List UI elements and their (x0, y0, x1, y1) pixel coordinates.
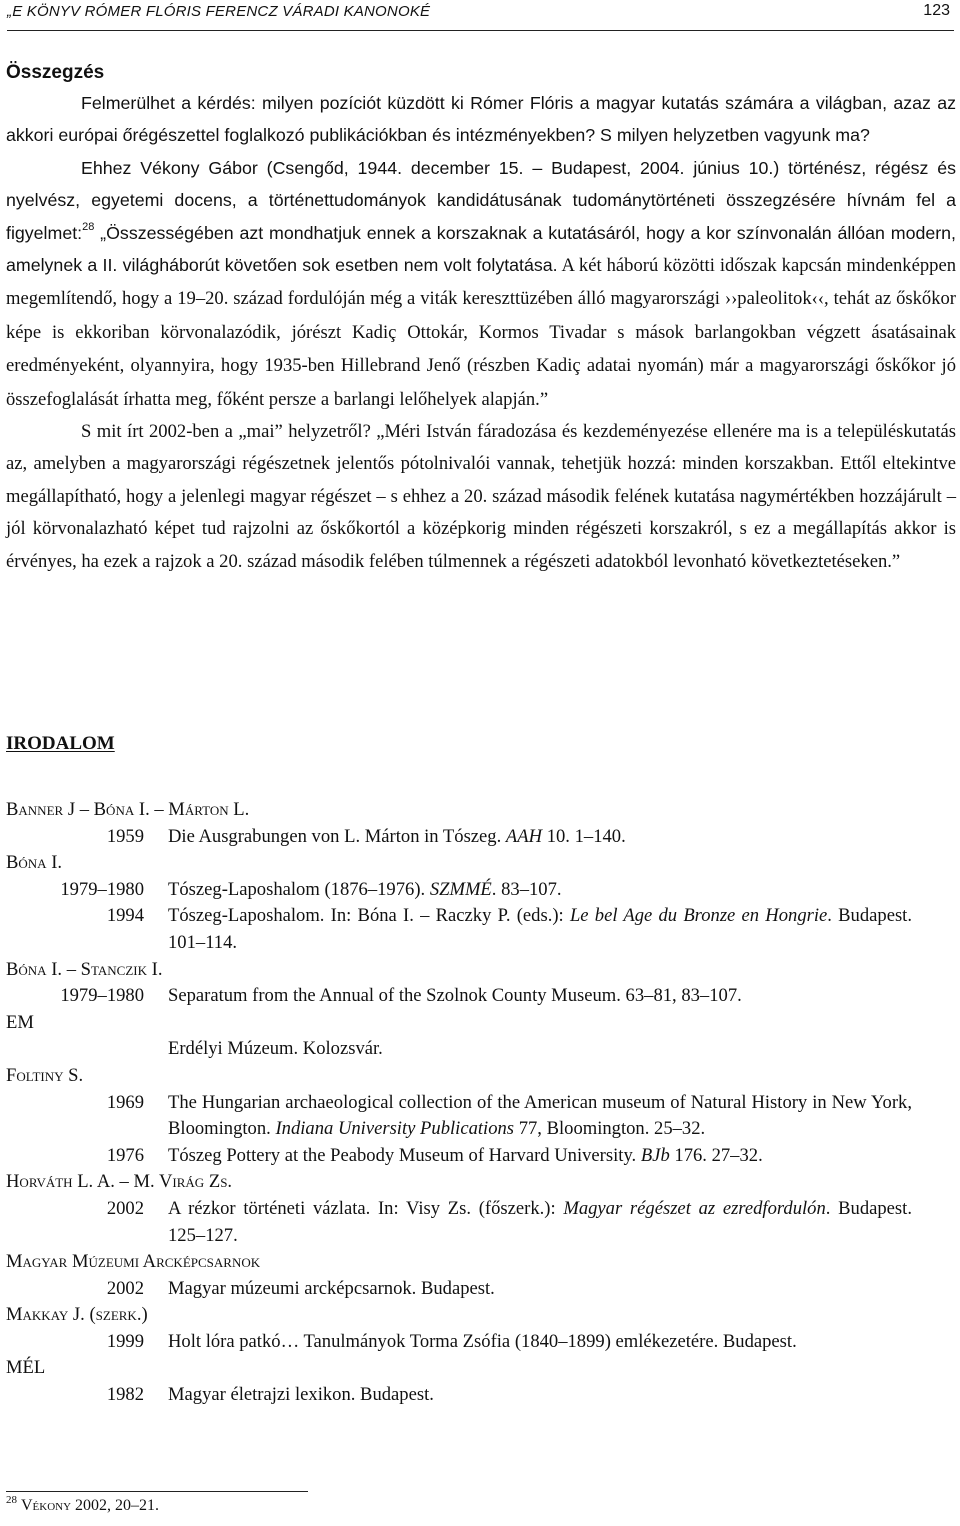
entry-citation: A rézkor történeti vázlata. In: Visy Zs. (főszerk.): (168, 1197, 564, 1219)
entry-source-title: BJb (640, 1144, 670, 1166)
bibliography-entry (6, 824, 912, 851)
entry-citation: Magyar múzeumi arcképcsarnok. Budapest. (168, 1277, 495, 1299)
entry-pages: . Budapest. 125–127. (168, 1197, 912, 1246)
entry-text (168, 1382, 912, 1409)
footnote (6, 1494, 160, 1515)
entry-text (168, 877, 912, 904)
bibliography-author: MÉL (6, 1357, 46, 1379)
entry-year: 2002 (106, 1277, 144, 1299)
bibliography-author: Foltiny S. (6, 1064, 84, 1086)
bibliography-author: Horváth L. A. – M. Virág Zs. (6, 1171, 233, 1193)
bibliography-entry (6, 1382, 912, 1409)
bibliography-entry (6, 1276, 912, 1303)
bibliography-author: Banner J – Bóna I. – Márton L. (6, 799, 250, 820)
entry-source-title: Indiana University Publications (275, 1118, 515, 1140)
footnote-text: Vékony 2002, 20–21. (21, 1497, 160, 1514)
bibliography-author: Makkay J. (szerk.) (6, 1304, 148, 1326)
entry-citation: Tószeg-Laposhalom (1876–1976). (168, 878, 430, 900)
entry-year: 2002 (106, 1197, 144, 1219)
entry-text (168, 1143, 912, 1170)
entry-text (168, 1090, 912, 1143)
bibliography-entry (6, 1090, 912, 1143)
footnote-number: 28 (6, 1494, 17, 1506)
bibliography-entry (6, 983, 912, 1010)
entry-text (168, 1276, 912, 1303)
entry-text (168, 1196, 912, 1249)
entry-text (168, 824, 912, 851)
entry-year: 1979–1980 (60, 878, 144, 900)
paragraph-2 (6, 152, 956, 416)
bibliography-entry (6, 1329, 912, 1356)
entry-text (168, 1329, 912, 1356)
paragraph-2-intro: Ehhez Vékony Gábor (Csengőd, 1944. december 15. – Budapest, 2004. június 10.) történész, régész és nyelvész, egyetemi docens, a történettudományok kandidátusának tudománytörténeti összegzésére hívnám fel a figyelmet: (6, 157, 956, 243)
footnote-divider (6, 1491, 308, 1492)
running-title: „E KÖNYV RÓMER FLÓRIS FERENCZ VÁRADI KANONOKÉ (7, 3, 431, 20)
entry-pages: 176. 27–32. (669, 1144, 763, 1166)
entry-citation: Die Ausgrabungen von L. Márton in Tószeg. (168, 825, 506, 847)
section-title: Összegzés (6, 62, 105, 83)
entry-source-title: Magyar régészet az ezredfordulón (563, 1197, 826, 1219)
entry-text (168, 903, 912, 956)
entry-pages: 10. 1–140. (542, 825, 626, 847)
entry-source-title: Le bel Age du Bronze en Hongrie (569, 905, 828, 927)
bibliography-heading: IRODALOM (6, 733, 115, 754)
entry-citation: Magyar életrajzi lexikon. Budapest. (168, 1384, 434, 1406)
entry-citation: Holt lóra patkó… Tanulmányok Torma Zsófia (1840–1899) emlékezetére. Budapest. (168, 1330, 797, 1352)
bibliography-entry (6, 903, 912, 956)
entry-citation: The Hungarian archaeological collection of the American museum of Natural History in New York, Bloomington. (168, 1091, 912, 1140)
main-text (6, 87, 956, 578)
entry-citation: Tószeg Pottery at the Peabody Museum of Harvard University. (168, 1144, 641, 1166)
paragraph-3: S mit írt 2002-ben a „mai” helyzetről? „Méri István fáradozása és kezdeményezése ellenére ma is a településkutatás az, amelyben a magyarországi régészetnek jelentős pótolnivalói vannak, tehetjük hozzá: minden korszakban. Ettől eltekintve megállapítható, hogy a jelenlegi magyar régészet – s ehhez a 20. század második felének kutatása nagymértékben hozzájárult – jól körvonalazható képet tud rajzolni az őskőkortól a középkorig minden régészeti korszakról, s ez a megállapítás akkor is érvényes, ha ezek a rajzok a 20. század második felében túlmennek a régészeti adatokból levonható következtetéseken.” (6, 421, 956, 572)
bibliography-entry (6, 877, 912, 904)
bibliography-entry (6, 1196, 912, 1249)
bibliography-entry (6, 1143, 912, 1170)
entry-year: 1959 (106, 825, 144, 847)
paragraph-1: Felmerülhet a kérdés: milyen pozíciót küzdött ki Rómer Flóris a magyar kutatás számára a világban, azaz az akkori európai őrégészettel foglalkozó publikációkban és intézményekben? S milyen helyzetben vagyunk ma? (6, 93, 956, 146)
entry-pages: . Budapest. 101–114. (168, 905, 913, 953)
entry-text (168, 1036, 912, 1063)
bibliography-author: Magyar Múzeumi Arcképcsarnok (6, 1251, 261, 1273)
entry-source-title: SZMMÉ (429, 878, 492, 900)
entry-text (168, 983, 912, 1010)
entry-citation: Tószeg-Laposhalom. In: Bóna I. – Raczky P. (eds.): (168, 905, 570, 927)
entry-year: 1982 (106, 1384, 144, 1406)
entry-pages: 77, Bloomington. 25–32. (514, 1118, 706, 1140)
entry-year: 1976 (106, 1144, 144, 1166)
bibliography-author: Bóna I. – Stanczik I. (6, 958, 163, 980)
entry-year: 1979–1980 (60, 985, 144, 1007)
bibliography-list (6, 797, 912, 1409)
running-header (7, 0, 954, 31)
page-number: 123 (923, 2, 950, 19)
entry-year: 1994 (106, 905, 144, 927)
footnote-marker[interactable]: 28 (82, 220, 95, 233)
entry-citation: Erdélyi Múzeum. Kolozsvár. (168, 1038, 383, 1060)
bibliography-author: Bóna I. (6, 852, 63, 874)
bibliography-entry (6, 1036, 912, 1063)
bibliography-author: EM (6, 1011, 34, 1033)
entry-citation: Separatum from the Annual of the Szolnok County Museum. 63–81, 83–107. (168, 985, 742, 1007)
entry-year: 1969 (106, 1091, 144, 1113)
quote-part-2: A két háború közötti időszak kapcsán mindenképpen megemlítendő, hogy a 19–20. század fordulóján még a viták kereszttüzében álló magyarországi ››paleolitok‹‹, tehát az őskőkor képe is ekkoriban körvonalazódik, jórészt Kadiç Ottokár, Kormos Tivadar s mások barlangokban végzett ásatásainak eredményeként, olyannyira, hogy 1935-ben Hillebrand Jenő (részben Kadiç adatai nyomán) már a magyarországi őskőkor jó összefoglalását írhatta meg, főként persze a barlangi lelőhelyek alapján.” (6, 255, 956, 410)
entry-source-title: AAH (505, 825, 543, 847)
entry-year (6, 1036, 144, 1063)
entry-year: 1999 (106, 1330, 144, 1352)
entry-pages: . 83–107. (491, 878, 562, 900)
quote-part-1: „Összességében azt mondhatjuk ennek a korszaknak a kutatásáról, hogy a kor színvonalán állóan modern, amelynek a II. világháborút követően sok esetben nem volt folytatása. (6, 222, 956, 276)
